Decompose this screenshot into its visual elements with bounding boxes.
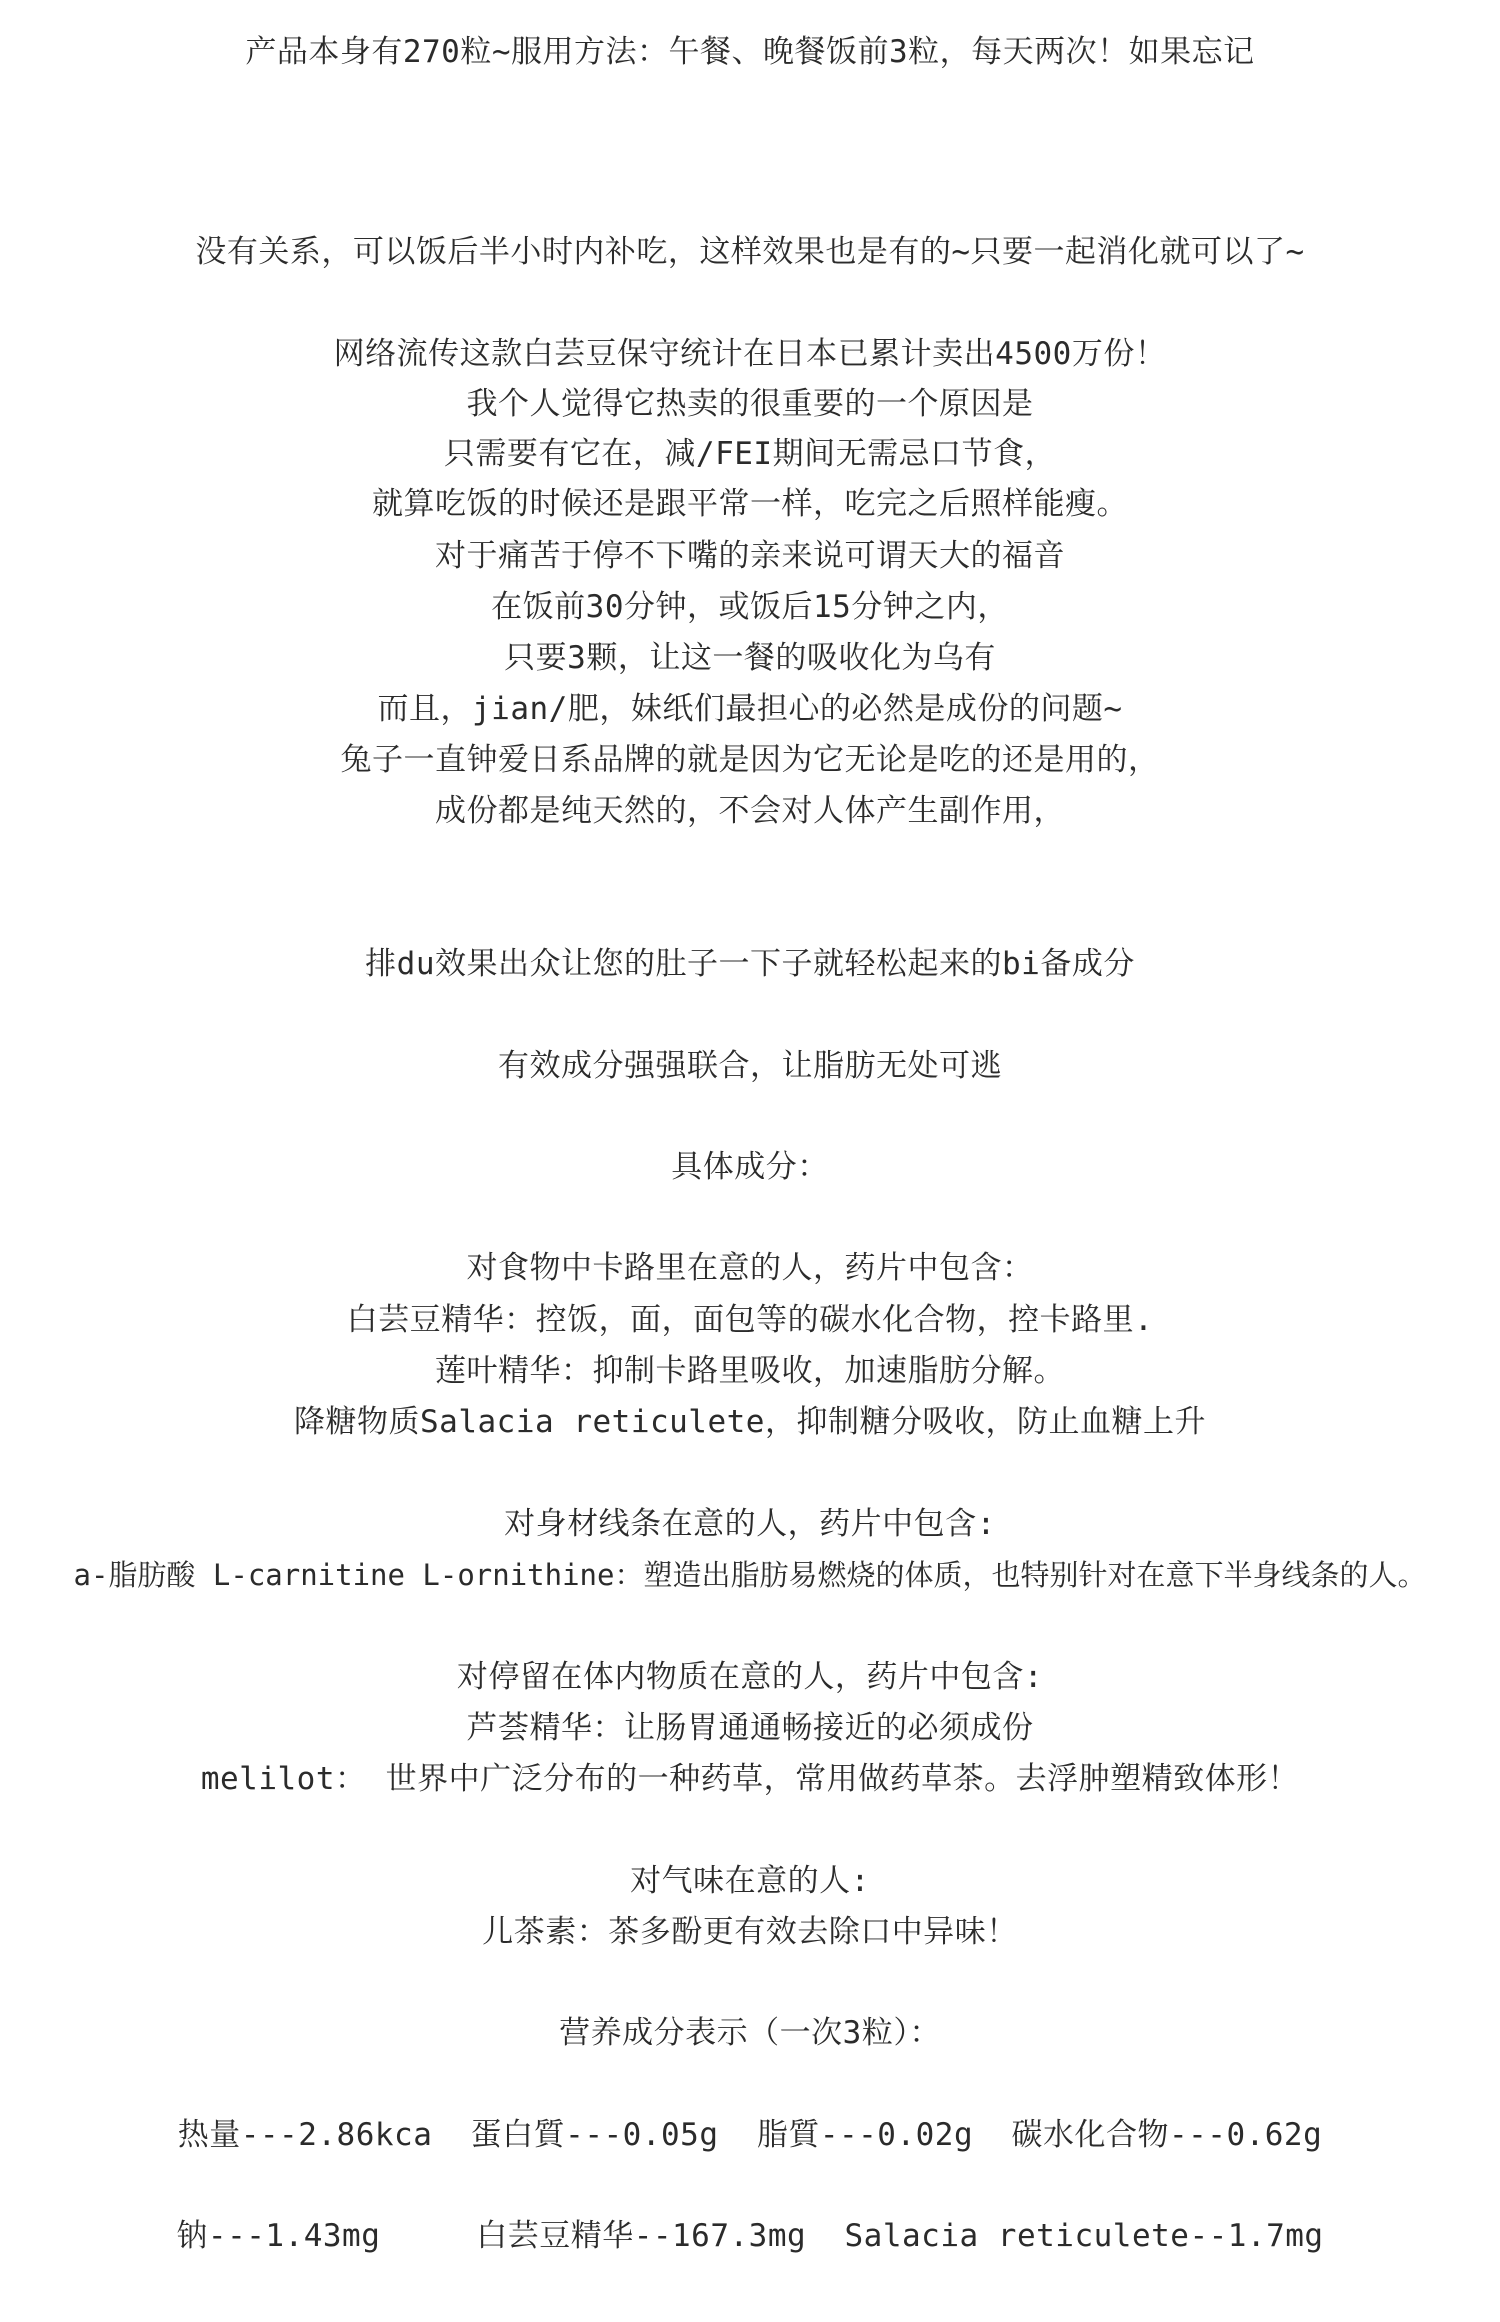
text-line: 成份都是纯天然的，不会对人体产生副作用， [435,793,1065,829]
text-line: 只需要有它在，减/FEI期间无需忌口节食， [443,436,1057,472]
text-line: 对停留在体内物质在意的人，药片中包含: [456,1659,1044,1695]
text-line: 产品本身有270粒~服用方法：午餐、晚餐饭前3粒，每天两次！如果忘记 [245,34,1255,70]
text-line: 对于痛苦于停不下嘴的亲来说可谓天大的福音 [435,538,1065,574]
section-heading: 营养成分表示（一次3粒）： [559,2015,941,2051]
text-line: 有效成分强强联合，让脂肪无处可逃 [498,1048,1002,1084]
text-line: 兔子一直钟爱日系品牌的就是因为它无论是吃的还是用的， [340,742,1160,778]
text-line: 而且，jian/肥，妹纸们最担心的必然是成份的问题~ [377,691,1123,727]
text-line: 只要3颗，让这一餐的吸收化为乌有 [504,640,996,676]
text-line: 降糖物质Salacia reticulete，抑制糖分吸收，防止血糖上升 [294,1404,1206,1440]
text-line: 在饭前30分钟，或饭后15分钟之内， [491,589,1009,625]
nutrition-line: 热量---2.86kca 蛋白質---0.05g 脂質---0.02g 碳水化合物---0.62g [177,2117,1323,2153]
text-line: 对气味在意的人: [630,1863,870,1899]
section-heading: 具体成分： [671,1149,829,1185]
text-line: 对食物中卡路里在意的人，药片中包含： [466,1250,1034,1286]
text-line: 我个人觉得它热卖的很重要的一个原因是 [466,386,1034,422]
nutrition-line: 钠---1.43mg 白芸豆精华--167.3mg Salacia reticulete--1.7mg [176,2218,1324,2254]
text-line: 儿茶素：茶多酚更有效去除口中异味！ [482,1914,1018,1950]
text-line: 网络流传这款白芸豆保守统计在日本已累计卖出4500万份！ [333,336,1167,372]
text-line: 芦荟精华：让肠胃通通畅接近的必须成份 [466,1710,1034,1746]
text-line: 对身材线条在意的人，药片中包含: [504,1506,996,1542]
text-line: melilot： 世界中广泛分布的一种药草，常用做药草茶。去浮肿塑精致体形！ [200,1761,1300,1797]
text-line: 排du效果出众让您的肚子一下子就轻松起来的bi备成分 [365,946,1135,982]
text-line: 莲叶精华：抑制卡路里吸收，加速脂肪分解。 [435,1353,1065,1389]
text-line: 没有关系，可以饭后半小时内补吃，这样效果也是有的~只要一起消化就可以了~ [195,234,1305,270]
text-line: a-脂肪酸 L-carnitine L-ornithine：塑造出脂肪易燃烧的体质，也特别针对在意下半身线条的人。 [73,1558,1427,1592]
text-line: 就算吃饭的时候还是跟平常一样，吃完之后照样能瘦。 [372,486,1128,522]
text-line: 白芸豆精华：控饭，面，面包等的碳水化合物，控卡路里. [346,1302,1154,1338]
